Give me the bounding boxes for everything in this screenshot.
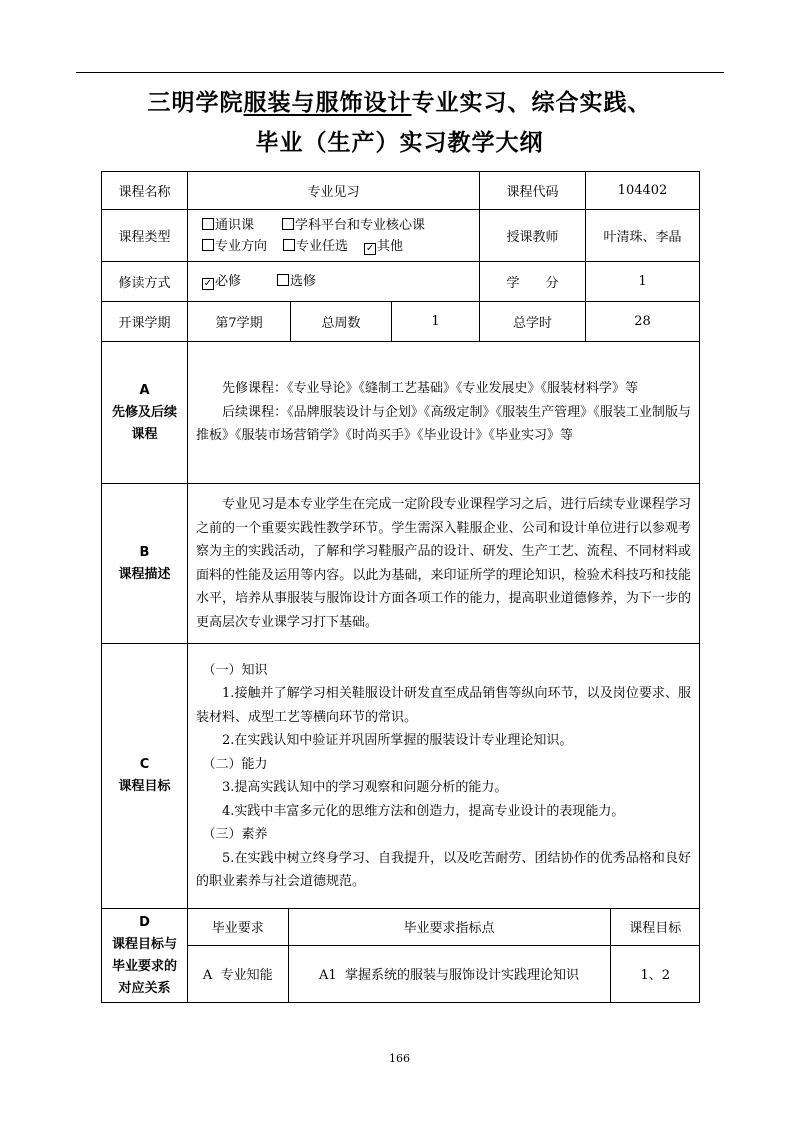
mode-option-elective[interactable]: 选修 [277,271,316,292]
mapping-row [188,945,700,1002]
checkbox-icon[interactable] [282,218,294,230]
follow-up-courses: 后续课程：《品牌服装设计与企划》《高级定制》《服装生产管理》《服装工业制版与推板》《服装市场营销学》《时尚买手》《毕业设计》《毕业实习》等 [196,404,691,444]
checkbox-icon[interactable] [202,239,214,251]
course-type-label: 课程类型 [102,210,188,262]
mapping-indicator: A1 掌握系统的服装与服饰设计实践理论知识 [288,945,610,1002]
section-d-content [188,909,700,1003]
document-title-line2: 毕业（生产）实习教学大纲 [255,130,544,156]
objective-3: 3.提高实践认知中的学习观察和问题分析的能力。 [222,780,508,795]
course-name-label: 课程名称 [102,172,188,210]
credit-value: 1 [586,262,700,302]
row-section-c [102,644,700,909]
page-number: 166 [389,1052,410,1065]
mapping-requirement: A 专业知能 [188,945,288,1002]
prerequisite-courses: 先修课程：《专业导论》《缝制工艺基础》《专业发展史》《服装材料学》等 [222,381,639,397]
semester-label: 开课学期 [102,302,188,342]
objective-5: 5.在实践中树立终身学习、自我提升，以及吃苦耐劳、团结协作的优秀品格和良好的职业素养与社会道德规范。 [196,850,691,889]
document-title-line1 [0,84,799,117]
title-major: 服装与服饰设计 [243,90,412,116]
checkbox-icon[interactable] [283,239,295,251]
mapping-header-row [188,909,700,945]
checkbox-icon[interactable] [277,274,289,286]
weeks-label: 总周数 [291,302,392,342]
section-b-content [188,484,700,644]
title-school: 三明学院 [147,90,244,116]
type-option-elective[interactable]: 专业任选 [283,236,348,257]
course-description: 专业见习是本专业学生在完成一定阶段专业课程学习之后，进行后续专业课程学习之前的一个重要实践性教学环节。学生需深入鞋服企业、公司和设计单位进行以参观考察为主的实践活动，了解和学习鞋服产品的设计、研发、生产工艺、流程、不同材料或面料的性能及运用等内容。以此为基础，来印证所学的理论知识，检验术科技巧和技能水平，培养从事服装与服饰设计方面各项工作的能力，提高职业道德修养，为下一步的更高层次专业课学习打下基础。 [196,497,691,630]
course-type-options [188,210,480,262]
objective-1: 1.接触并了解学习相关鞋服设计研发直至成品销售等纵向环节，以及岗位要求、服装材料、成型工艺等横向环节的常识。 [196,686,691,725]
type-option-other[interactable]: ✓ 其他 [365,238,404,254]
section-d-heading: D 课程目标与 毕业要求的 对应关系 [102,909,188,1003]
row-course-type [102,210,700,262]
objective-heading-ability: （二）能力 [202,756,268,772]
section-c-heading: C 课程目标 [102,644,188,909]
credit-label: 学 分 [480,262,586,302]
section-b-heading: B 课程描述 [102,484,188,644]
hours-value: 28 [586,302,700,342]
title-suffix: 专业实习、综合实践、 [411,90,652,116]
header-rule [76,72,724,73]
mode-option-required[interactable]: ✓ 必修 [203,274,242,289]
mapping-table [188,909,700,1002]
type-option-direction[interactable]: 专业方向 [202,236,267,257]
checkbox-checked-icon[interactable]: ✓ [203,278,213,289]
row-section-d [102,909,700,1003]
objective-heading-quality: （三）素养 [202,827,268,842]
checkbox-checked-icon[interactable]: ✓ [365,242,375,254]
syllabus-table [101,171,700,1003]
objective-heading-knowledge: （一）知识 [202,662,268,678]
teacher-label: 授课教师 [480,210,586,262]
type-option-general[interactable]: 通识课 [202,215,254,236]
row-course-name [102,172,700,210]
mapping-col-indicator: 毕业要求指标点 [288,909,610,945]
objective-4: 4.实践中丰富多元化的思维方法和创造力，提高专业设计的表现能力。 [222,803,625,819]
row-semester [102,302,700,342]
checkbox-icon[interactable] [202,218,214,230]
type-option-core[interactable]: 学科平台和专业核心课 [282,215,425,236]
study-mode-label: 修读方式 [102,262,188,302]
mapping-goal: 1、2 [610,945,700,1002]
hours-label: 总学时 [480,302,586,342]
study-mode-options [188,262,480,302]
course-code-value: 104402 [586,172,700,210]
mapping-col-requirement: 毕业要求 [188,909,288,945]
section-a-content [188,342,700,484]
weeks-value: 1 [392,302,480,342]
row-study-mode [102,262,700,302]
row-section-a [102,342,700,484]
mapping-col-goal: 课程目标 [610,909,700,945]
row-section-b [102,484,700,644]
objective-2: 2.在实践认知中验证并巩固所掌握的服装设计专业理论知识。 [222,733,573,748]
section-a-heading: A 先修及后续 课程 [102,342,188,484]
section-c-content [188,644,700,909]
course-code-label: 课程代码 [480,172,586,210]
course-name-value: 专业见习 [188,172,480,210]
teacher-value: 叶清珠、李晶 [586,210,700,262]
semester-value: 第7学期 [188,302,291,342]
